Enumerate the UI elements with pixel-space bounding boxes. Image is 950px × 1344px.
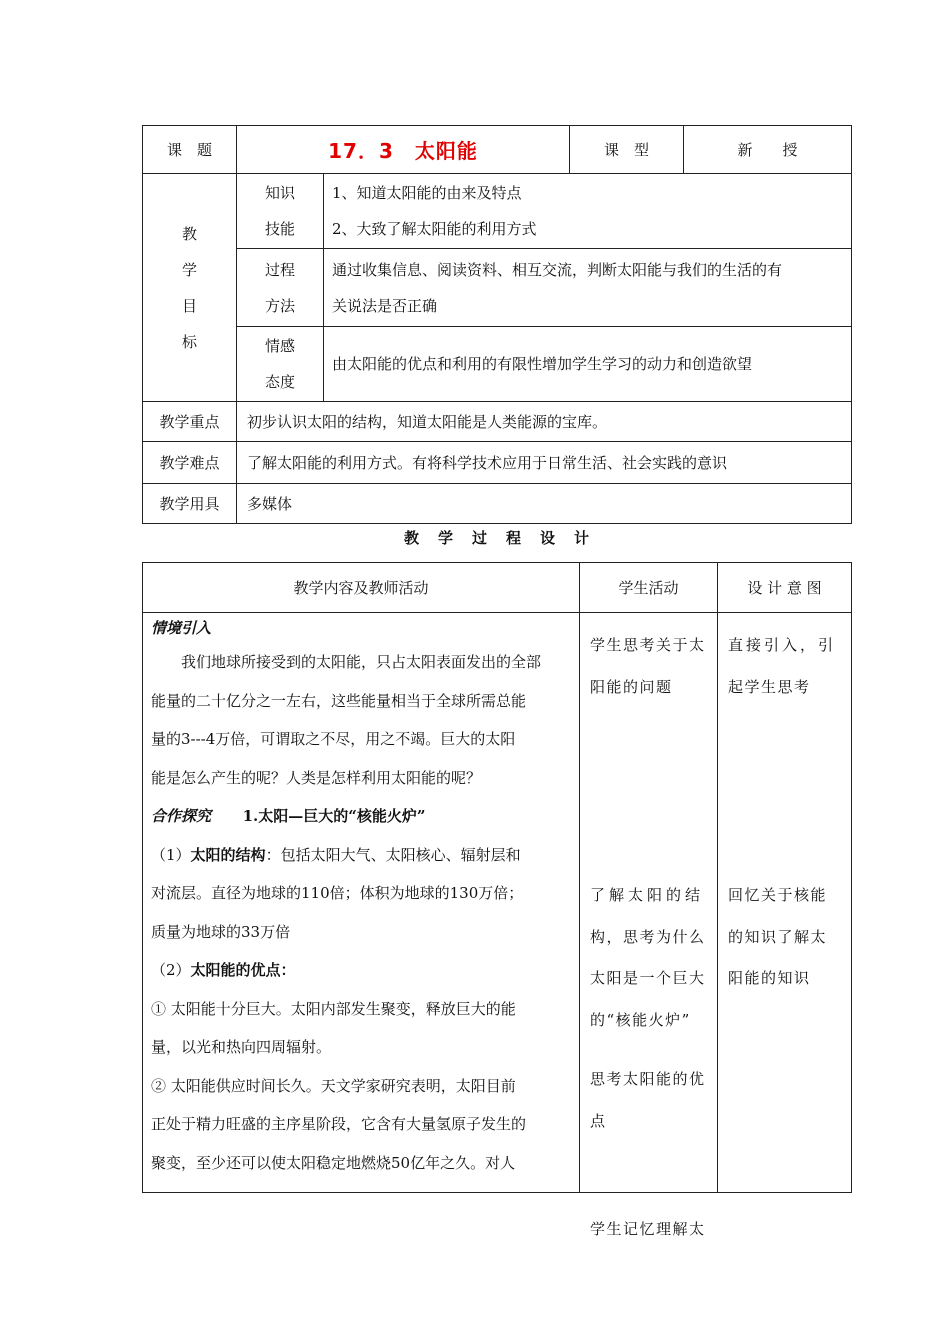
student-cell bbox=[580, 613, 718, 1238]
type-label: 课 型 bbox=[570, 126, 684, 174]
intro-line: 量的3---4万倍，可谓取之不尽，用之不竭。巨大的太阳 bbox=[151, 730, 516, 748]
intent-cell bbox=[718, 613, 852, 1193]
intent-1: 直接引入，引 起学生思考 bbox=[728, 636, 837, 696]
difficulty-label: 教学难点 bbox=[143, 442, 237, 484]
goal-emotion-text: 由太阳能的优点和利用的有限性增加学生学习的动力和创造欲望 bbox=[324, 327, 852, 402]
process-table bbox=[142, 562, 852, 1238]
process-heading: 教学过程设计 bbox=[403, 529, 608, 547]
advantage-prefix: （2） bbox=[151, 961, 191, 979]
structure-line: ：包括太阳大气、太阳核心、辐射层和 bbox=[265, 845, 521, 864]
type-value: 新 授 bbox=[684, 126, 852, 174]
intro-title: 情境引入 bbox=[151, 619, 212, 637]
difficulty-text: 了解太阳能的利用方式。有将科学技术应用于日常生活、社会实践的意识 bbox=[237, 442, 852, 484]
goal-knowledge-text: 1、知道太阳能的由来及特点 2、大致了解太阳能的利用方式 bbox=[324, 174, 852, 249]
explore-title: 合作探究 bbox=[151, 807, 212, 825]
intro-line: 能是怎么产生的呢？人类是怎样利用太阳能的呢？ bbox=[151, 768, 482, 787]
key-point-label: 教学重点 bbox=[143, 402, 237, 442]
intent-2: 回忆关于核能 的知识了解太 阳能的知识 bbox=[728, 886, 828, 987]
structure-prefix: （1） bbox=[151, 845, 191, 864]
intro-line: 我们地球所接受到的太阳能，只占太阳表面发出的全部 bbox=[181, 653, 542, 671]
advantage-line: 聚变，至少还可以使太阳稳定地燃烧50亿年之久。对人 bbox=[151, 1153, 516, 1172]
lesson-title: 17．3 太阳能 bbox=[237, 126, 570, 174]
advantage-line: ② 太阳能供应时间长久。天文学家研究表明，太阳目前 bbox=[151, 1076, 516, 1095]
goal-process-text: 通过收集信息、阅读资料、相互交流，判断太阳能与我们的生活的有 关说法是否正确 bbox=[324, 249, 852, 327]
student-activity-4: 学生记忆理解太 bbox=[590, 1220, 706, 1238]
header-student: 学生活动 bbox=[580, 563, 718, 613]
goal-knowledge-label: 知识 技能 bbox=[237, 174, 324, 249]
structure-line: 对流层。直径为地球的110倍；体积为地球的130万倍； bbox=[151, 884, 524, 902]
advantage-line: 正处于精力旺盛的主序星阶段，它含有大量氢原子发生的 bbox=[151, 1115, 527, 1133]
goals-label: 教 学 目 标 bbox=[143, 174, 237, 402]
structure-line: 质量为地球的33万倍 bbox=[151, 922, 291, 941]
header-intent: 设 计 意 图 bbox=[718, 563, 852, 613]
topic-label: 课 题 bbox=[143, 126, 237, 174]
student-activity-3: 思考太阳能的优 点 bbox=[590, 1070, 706, 1130]
goal-process-label: 过程 方法 bbox=[237, 249, 324, 327]
explore-subtitle: 1.太阳—巨大的“核能火炉” bbox=[242, 807, 426, 825]
tools-text: 多媒体 bbox=[237, 484, 852, 524]
advantage-line: 量，以光和热向四周辐射。 bbox=[151, 1038, 332, 1056]
header-content: 教学内容及教师活动 bbox=[143, 563, 580, 613]
advantage-line: ① 太阳能十分巨大。太阳内部发生聚变，释放巨大的能 bbox=[151, 999, 516, 1018]
advantage-label: 太阳能的优点： bbox=[190, 961, 296, 979]
tools-label: 教学用具 bbox=[143, 484, 237, 524]
student-activity-2: 了解太阳的结 构，思考为什么 太阳是一个巨大 的“核能火炉” bbox=[590, 886, 706, 1029]
lesson-info-table bbox=[142, 125, 852, 524]
structure-label: 太阳的结构 bbox=[190, 845, 266, 864]
intro-line: 能量的二十亿分之一左右，这些能量相当于全球所需总能 bbox=[151, 691, 527, 710]
key-point-text: 初步认识太阳的结构，知道太阳能是人类能源的宝库。 bbox=[237, 402, 852, 442]
goal-emotion-label: 情感 态度 bbox=[237, 327, 324, 402]
student-activity-1: 学生思考关于太 阳能的问题 bbox=[590, 636, 706, 696]
content-cell bbox=[143, 613, 580, 1193]
